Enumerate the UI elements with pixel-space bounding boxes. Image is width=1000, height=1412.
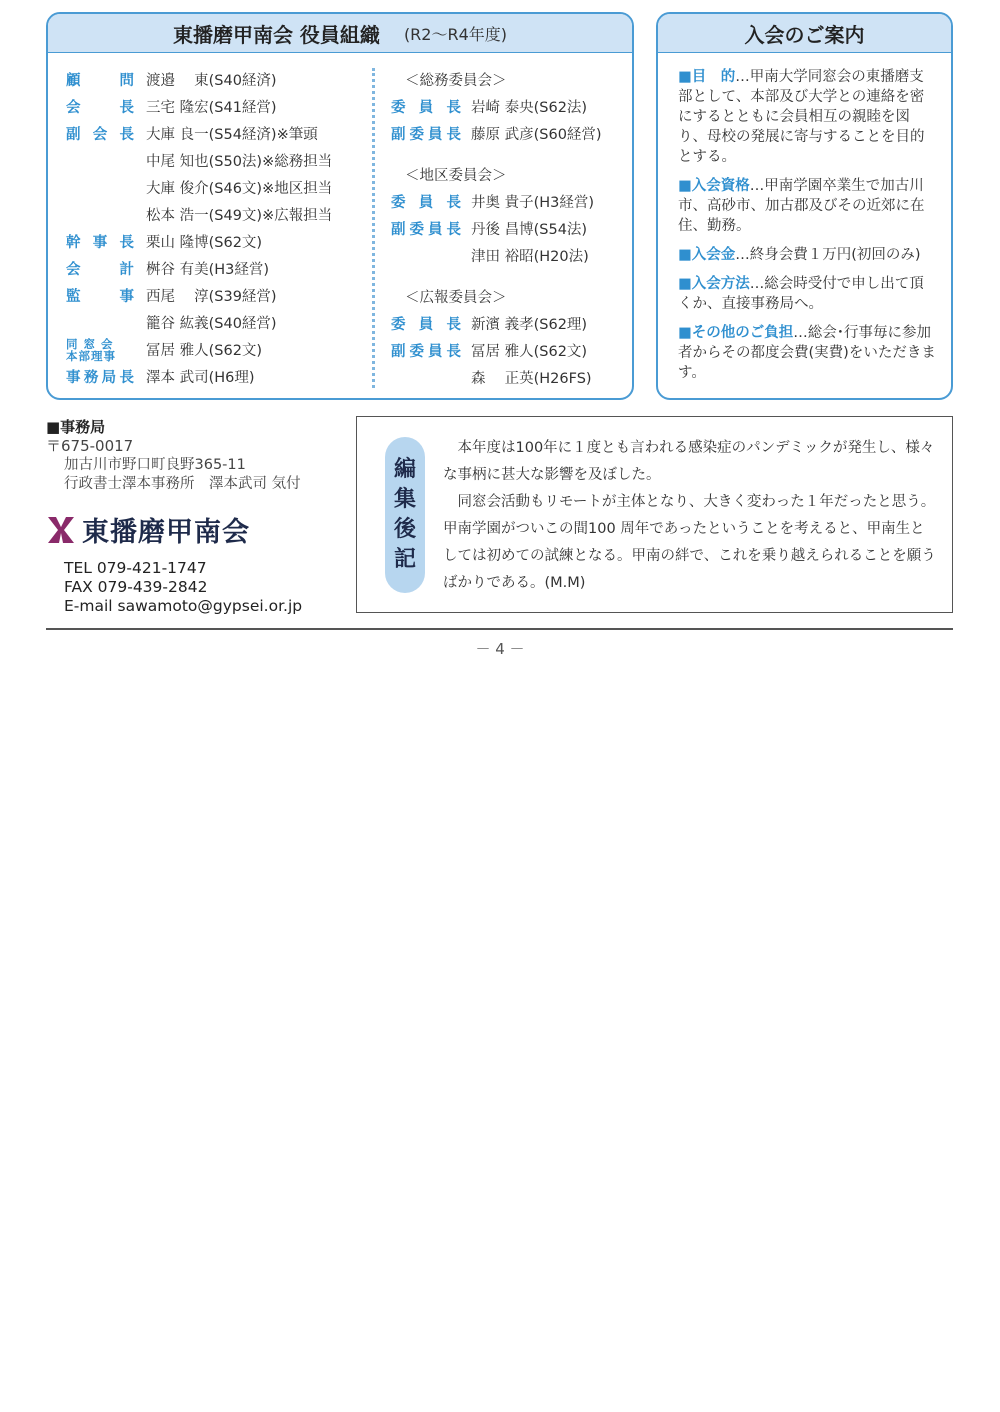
role-char: 副 bbox=[391, 344, 406, 360]
officers-title: 東播磨甲南会 役員組織 bbox=[172, 22, 380, 47]
role-label bbox=[66, 69, 146, 90]
office-email[interactable]: E-mail sawamoto@gypsei.or.jp bbox=[64, 597, 303, 615]
role-label bbox=[66, 123, 146, 144]
role-char: 委 bbox=[391, 195, 406, 211]
role-label bbox=[391, 313, 471, 334]
member-name: 冨居 雅人(S62文) bbox=[471, 344, 588, 360]
editors-note-label bbox=[385, 437, 425, 593]
committee-row bbox=[391, 337, 631, 364]
committee-row bbox=[391, 310, 631, 337]
join-item-label: 目 的 bbox=[691, 69, 736, 85]
role-char: 問 bbox=[119, 73, 134, 89]
join-item-text: …終身会費１万円(初回のみ) bbox=[735, 247, 921, 263]
officer-row bbox=[66, 336, 366, 363]
role-char: 委 bbox=[409, 222, 424, 238]
role-line: 本部理事 bbox=[66, 348, 116, 363]
join-info bbox=[658, 53, 951, 383]
role-char: 務 bbox=[83, 370, 99, 386]
role-char: 員 bbox=[418, 195, 434, 211]
committee-row bbox=[391, 188, 631, 215]
editors-note-para1: 本年度は100年に１度とも言われる感染症のパンデミックが発生し、様々な事柄に甚大な影響を及ぼした。 bbox=[443, 440, 935, 483]
committee-heading: ＜地区委員会＞ bbox=[405, 168, 507, 184]
role-char: 長 bbox=[446, 344, 461, 360]
role-char: 副 bbox=[391, 222, 406, 238]
role-char: 委 bbox=[391, 317, 406, 333]
join-item-label: 入会金 bbox=[691, 247, 736, 263]
bullet-square-icon: ■ bbox=[678, 276, 692, 292]
office-heading: ■事務局 bbox=[46, 418, 106, 436]
member-name: 岩崎 泰央(S62法) bbox=[471, 100, 588, 116]
role-label bbox=[391, 96, 471, 117]
committee-gap bbox=[391, 269, 631, 283]
role-char: 事 bbox=[66, 370, 81, 386]
officers-header bbox=[48, 14, 632, 53]
page-number: － 4 － bbox=[475, 640, 525, 658]
role-char: 委 bbox=[391, 100, 406, 116]
officer-name: 松本 浩一(S49文)※広報担当 bbox=[146, 208, 333, 224]
role-label bbox=[66, 96, 146, 117]
role-char: 事 bbox=[119, 289, 134, 305]
officer-row bbox=[66, 282, 366, 309]
role-char: 計 bbox=[119, 262, 134, 278]
office-postal: 〒675-0017 bbox=[46, 437, 134, 455]
officer-row bbox=[66, 309, 366, 336]
bullet-square-icon: ■ bbox=[678, 69, 692, 85]
officer-row bbox=[66, 147, 366, 174]
officer-row bbox=[66, 228, 366, 255]
officers-list bbox=[66, 66, 366, 390]
join-item-text: …総会･行事毎に参加者からその都度会費(実費)をいただきます。 bbox=[678, 325, 936, 381]
committee-gap bbox=[391, 147, 631, 161]
role-char: 員 bbox=[418, 100, 434, 116]
committees-list bbox=[391, 66, 631, 391]
bullet-square-icon: ■ bbox=[678, 178, 692, 194]
role-char: 会 bbox=[66, 100, 81, 116]
role-label bbox=[391, 123, 471, 144]
role-line: 同 窓 会 bbox=[66, 336, 114, 351]
officer-name: 大庫 良一(S54経済)※筆頭 bbox=[146, 127, 318, 143]
role-char: 長 bbox=[446, 127, 461, 143]
role-label bbox=[391, 218, 471, 239]
role-char: 員 bbox=[418, 317, 434, 333]
role-label bbox=[66, 338, 146, 362]
role-char: 副 bbox=[391, 127, 406, 143]
role-label bbox=[66, 285, 146, 306]
bullet-square-icon: ■ bbox=[678, 325, 692, 341]
label-char: 記 bbox=[393, 547, 416, 572]
role-char: 委 bbox=[409, 344, 424, 360]
role-char: 会 bbox=[92, 127, 108, 143]
role-char: 長 bbox=[119, 100, 134, 116]
role-char: 幹 bbox=[66, 235, 81, 251]
role-char: 員 bbox=[428, 222, 443, 238]
officer-row bbox=[66, 174, 366, 201]
role-label bbox=[391, 340, 471, 361]
committee-row bbox=[391, 364, 631, 391]
editors-note bbox=[356, 416, 953, 613]
footer-rule bbox=[46, 628, 953, 630]
role-char: 長 bbox=[446, 195, 461, 211]
officer-name: 栗山 隆博(S62文) bbox=[146, 235, 263, 251]
role-char: 長 bbox=[119, 370, 134, 386]
committee-heading: ＜広報委員会＞ bbox=[405, 290, 507, 306]
role-char: 長 bbox=[446, 222, 461, 238]
role-char: 顧 bbox=[66, 73, 81, 89]
join-header bbox=[658, 14, 951, 53]
label-char: 編 bbox=[393, 457, 416, 482]
role-char: 事 bbox=[92, 235, 108, 251]
join-item-text: …甲南大学同窓会の東播磨支部として、本部及び大学との連絡を密にするとともに会員相互の親睦を図り、母校の発展に寄与することを目的とする。 bbox=[678, 69, 925, 165]
office-care-of: 行政書士澤本事務所 澤本武司 気付 bbox=[64, 476, 301, 492]
office-info bbox=[46, 416, 336, 616]
role-char: 監 bbox=[66, 289, 81, 305]
officer-name: 澤本 武司(H6理) bbox=[146, 370, 255, 386]
member-name: 丹後 昌博(S54法) bbox=[471, 222, 588, 238]
officer-name: 渡邉 東(S40経済) bbox=[146, 73, 277, 89]
officers-period: (R2〜R4年度) bbox=[403, 24, 508, 44]
bullet-square-icon: ■ bbox=[678, 247, 692, 263]
officer-name: 籠谷 紘義(S40経営) bbox=[146, 316, 277, 332]
role-label bbox=[66, 258, 146, 279]
committee-row bbox=[391, 120, 631, 147]
association-logo bbox=[46, 510, 336, 549]
member-name: 藤原 武彦(S60経営) bbox=[471, 127, 602, 143]
office-tel: TEL 079-421-1747 bbox=[64, 559, 207, 577]
officer-name: 西尾 淳(S39経営) bbox=[146, 289, 277, 305]
role-char: 長 bbox=[119, 235, 134, 251]
logo-mark-icon bbox=[46, 515, 76, 545]
column-divider bbox=[372, 68, 375, 388]
join-item bbox=[678, 245, 937, 265]
officer-row bbox=[66, 255, 366, 282]
committee-row bbox=[391, 242, 631, 269]
join-panel bbox=[656, 12, 953, 400]
officer-row bbox=[66, 93, 366, 120]
join-item-text: …甲南学園卒業生で加古川市、高砂市、加古郡及びその近郊に在住、勤務。 bbox=[678, 178, 925, 234]
join-item-text: …総会時受付で申し出て頂くか、直接事務局へ。 bbox=[678, 276, 924, 312]
officer-name: 冨居 雅人(S62文) bbox=[146, 343, 263, 359]
role-label bbox=[66, 366, 146, 387]
office-fax: FAX 079-439-2842 bbox=[64, 578, 208, 596]
officer-name: 三宅 隆宏(S41経営) bbox=[146, 100, 277, 116]
join-item bbox=[678, 176, 937, 236]
role-char: 員 bbox=[428, 127, 443, 143]
join-item bbox=[678, 323, 937, 383]
join-item bbox=[678, 274, 937, 314]
role-label bbox=[66, 231, 146, 252]
member-name: 津田 裕昭(H20法) bbox=[471, 249, 589, 265]
role-char: 長 bbox=[119, 127, 134, 143]
editors-note-para2: 同窓会活動もリモートが主体となり、大きく変わった１年だったと思う。甲南学園がついこの間100 周年であったということを考えると、甲南生としては初めての試練となる。甲南の絆で、これを乗り越えられることを願うばかりである。(M.M) bbox=[443, 494, 936, 591]
committee-row bbox=[391, 215, 631, 242]
role-label bbox=[391, 191, 471, 212]
role-char: 委 bbox=[409, 127, 424, 143]
join-item bbox=[678, 67, 937, 167]
editors-note-text bbox=[443, 435, 939, 597]
committee-heading: ＜総務委員会＞ bbox=[405, 73, 507, 89]
label-char: 集 bbox=[393, 487, 416, 512]
join-item-label: 入会方法 bbox=[691, 276, 750, 292]
join-item-label: その他のご負担 bbox=[691, 325, 794, 341]
officer-name: 大庫 俊介(S46文)※地区担当 bbox=[146, 181, 333, 197]
role-char: 局 bbox=[101, 370, 117, 386]
role-char: 員 bbox=[428, 344, 443, 360]
role-char: 長 bbox=[446, 100, 461, 116]
member-name: 新濱 義孝(S62理) bbox=[471, 317, 588, 333]
role-char: 会 bbox=[66, 262, 81, 278]
join-item-label: 入会資格 bbox=[691, 178, 750, 194]
role-char: 長 bbox=[446, 317, 461, 333]
join-title: 入会のご案内 bbox=[744, 22, 865, 47]
officers-panel bbox=[46, 12, 634, 400]
office-address: 加古川市野口町良野365-11 bbox=[64, 457, 246, 473]
committee-row bbox=[391, 93, 631, 120]
officer-row bbox=[66, 201, 366, 228]
member-name: 井奥 貴子(H3経営) bbox=[471, 195, 595, 211]
member-name: 森 正英(H26FS) bbox=[471, 371, 592, 387]
label-char: 後 bbox=[393, 517, 416, 542]
role-char: 副 bbox=[66, 127, 81, 143]
logo-text: 東播磨甲南会 bbox=[82, 517, 250, 548]
officer-name: 中尾 知也(S50法)※総務担当 bbox=[146, 154, 333, 170]
officer-name: 桝谷 有美(H3経営) bbox=[146, 262, 270, 278]
officer-row bbox=[66, 363, 366, 390]
officer-row bbox=[66, 120, 366, 147]
officer-row bbox=[66, 66, 366, 93]
